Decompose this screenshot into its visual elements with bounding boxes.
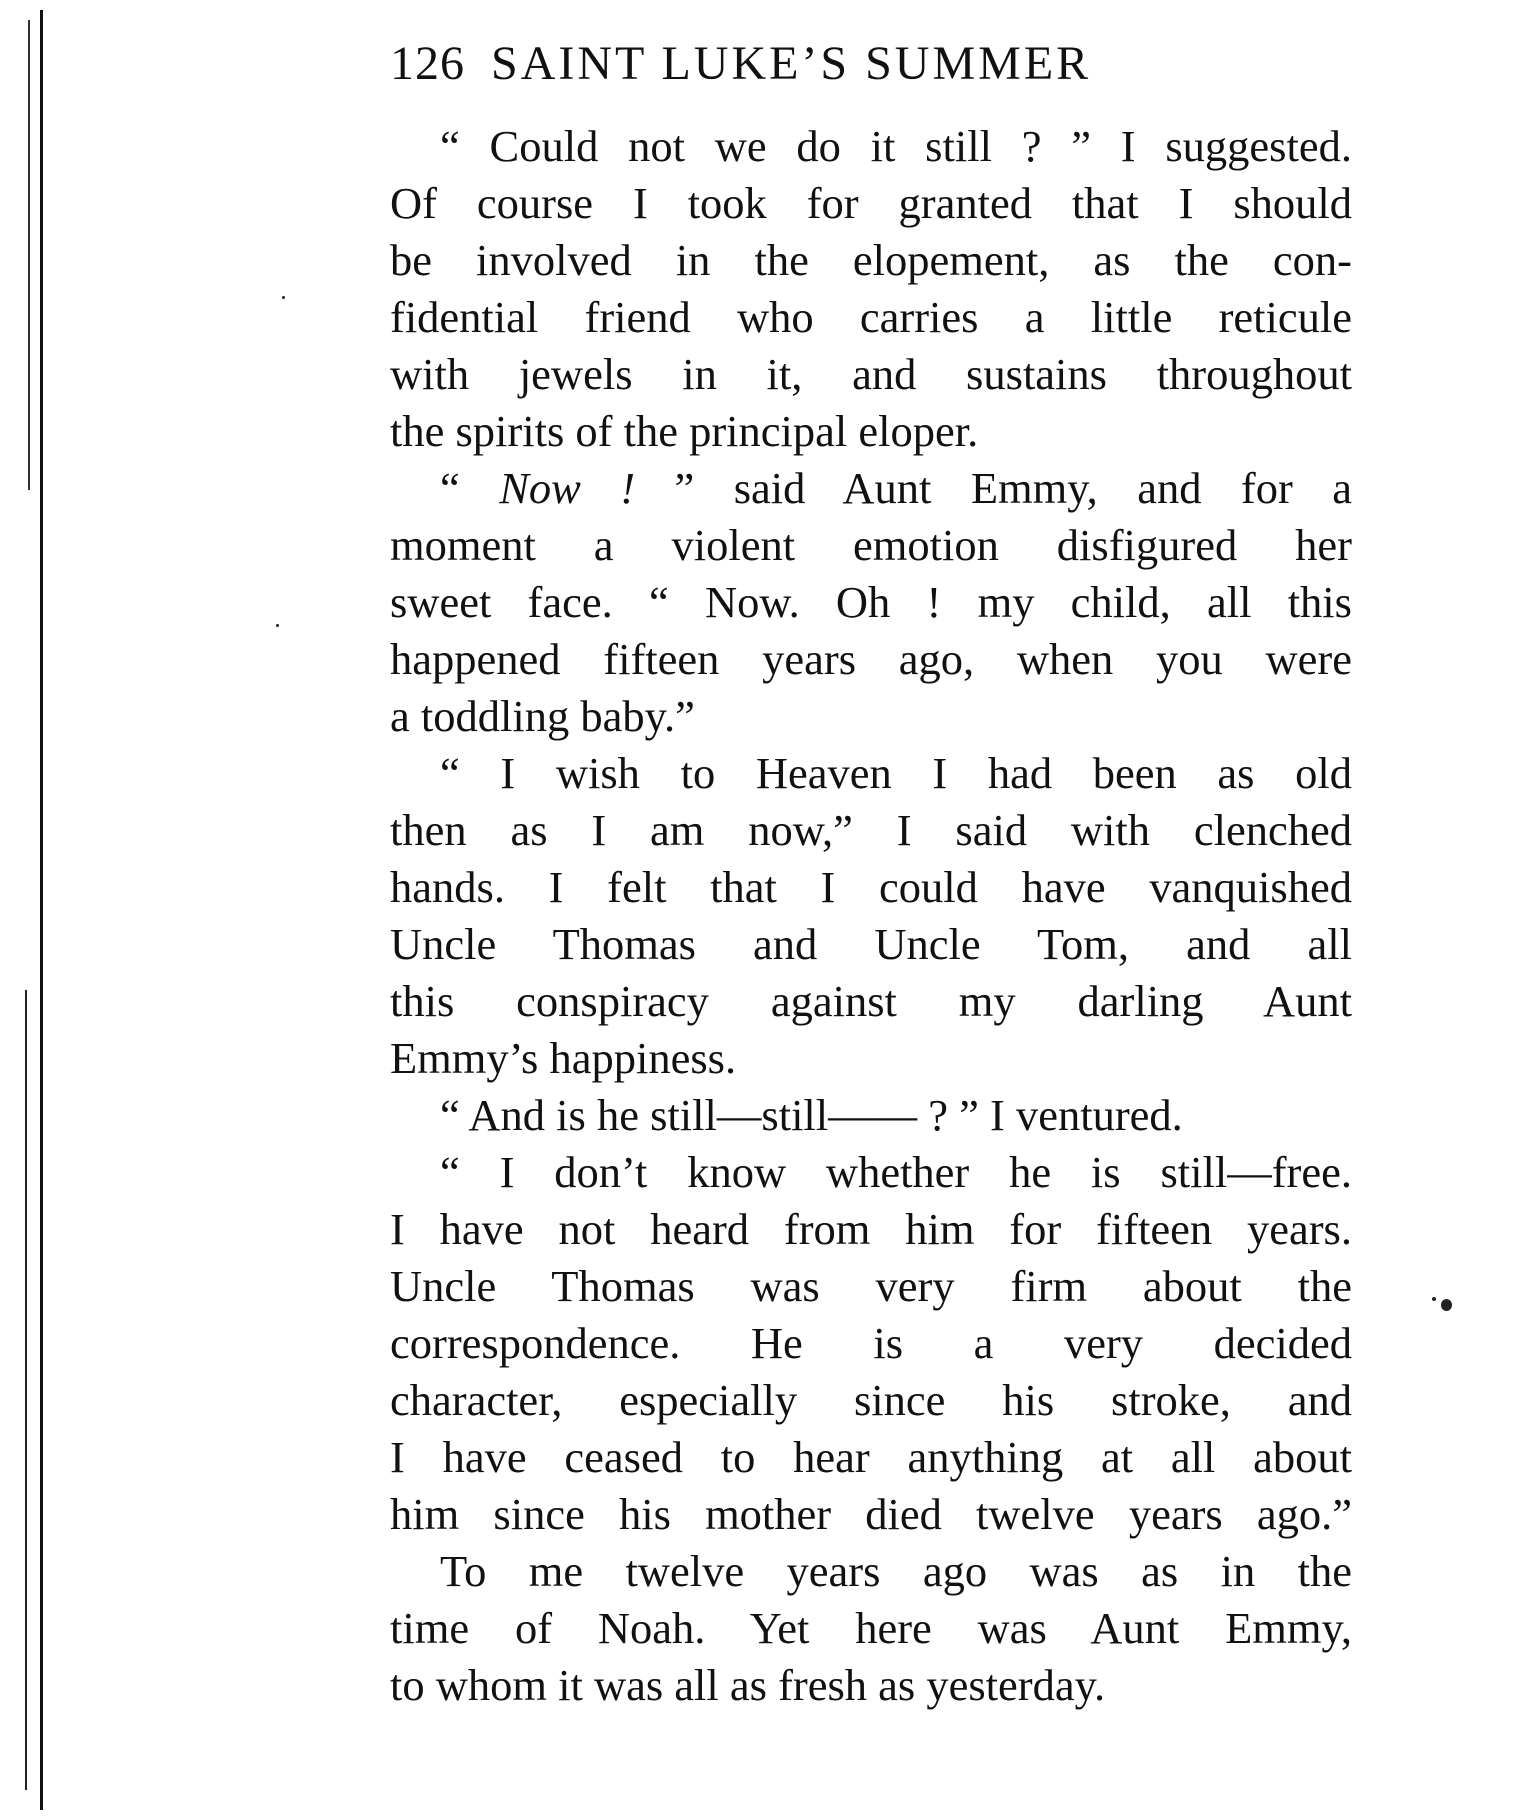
running-head [390, 36, 1091, 91]
page-number: 126 [390, 37, 465, 90]
text-line: Emmy’s happiness. [390, 1033, 737, 1083]
text-line: Uncle Thomas was very firm about the [390, 1261, 1352, 1311]
text-line: moment a violent emotion disfigured her [390, 520, 1352, 570]
binding-edge-shadow-upper [28, 20, 30, 490]
text-line: then as I am now,” I said with clenched [390, 805, 1352, 855]
text-line: “ Could not we do it still ? ” I suggested. [440, 121, 1352, 171]
body-text [390, 118, 1352, 1714]
text-line: character, especially since his stroke, and [390, 1375, 1352, 1425]
text-line: correspondence. He is a very decided [390, 1318, 1352, 1368]
text-line: with jewels in it, and sustains throughout [390, 349, 1352, 399]
text-line: hands. I felt that I could have vanquished [390, 862, 1352, 912]
ink-speck [282, 296, 285, 299]
text-line: “ I wish to Heaven I had been as old [440, 748, 1352, 798]
text-line: I have not heard from him for fifteen years. [390, 1204, 1352, 1254]
italic-text: Now ! [499, 463, 636, 513]
text-line: To me twelve years ago was as in the [440, 1546, 1352, 1596]
text-line: time of Noah. Yet here was Aunt Emmy, [390, 1603, 1352, 1653]
ink-speck [1432, 1297, 1436, 1301]
text-line: happened fifteen years ago, when you were [390, 634, 1352, 684]
text-line: him since his mother died twelve years ago.” [390, 1489, 1352, 1539]
text-line [390, 460, 1352, 517]
text-segment: “ [440, 463, 500, 513]
text-line: “ And is he still—still—— ? ” I ventured. [440, 1090, 1183, 1140]
book-title: SAINT LUKE’S SUMMER [491, 37, 1092, 90]
text-line: a toddling baby.” [390, 691, 695, 741]
text-line: this conspiracy against my darling Aunt [390, 976, 1352, 1026]
text-line: the spirits of the principal eloper. [390, 406, 979, 456]
ink-speck [276, 624, 279, 627]
text-line: be involved in the elopement, as the con- [390, 235, 1352, 285]
binding-edge-rule [40, 10, 43, 1810]
binding-edge-shadow-lower [25, 990, 27, 1790]
text-line: Of course I took for granted that I should [390, 178, 1352, 228]
text-line: sweet face. “ Now. Oh ! my child, all this [390, 577, 1352, 627]
text-segment: ” said Aunt Emmy, and for a [635, 463, 1352, 513]
text-line: I have ceased to hear anything at all about [390, 1432, 1352, 1482]
ink-speck [1441, 1299, 1452, 1311]
text-line: “ I don’t know whether he is still—free. [440, 1147, 1352, 1197]
text-line: Uncle Thomas and Uncle Tom, and all [390, 919, 1352, 969]
text-line: to whom it was all as fresh as yesterday. [390, 1660, 1106, 1710]
text-line: fidential friend who carries a little reticule [390, 292, 1352, 342]
